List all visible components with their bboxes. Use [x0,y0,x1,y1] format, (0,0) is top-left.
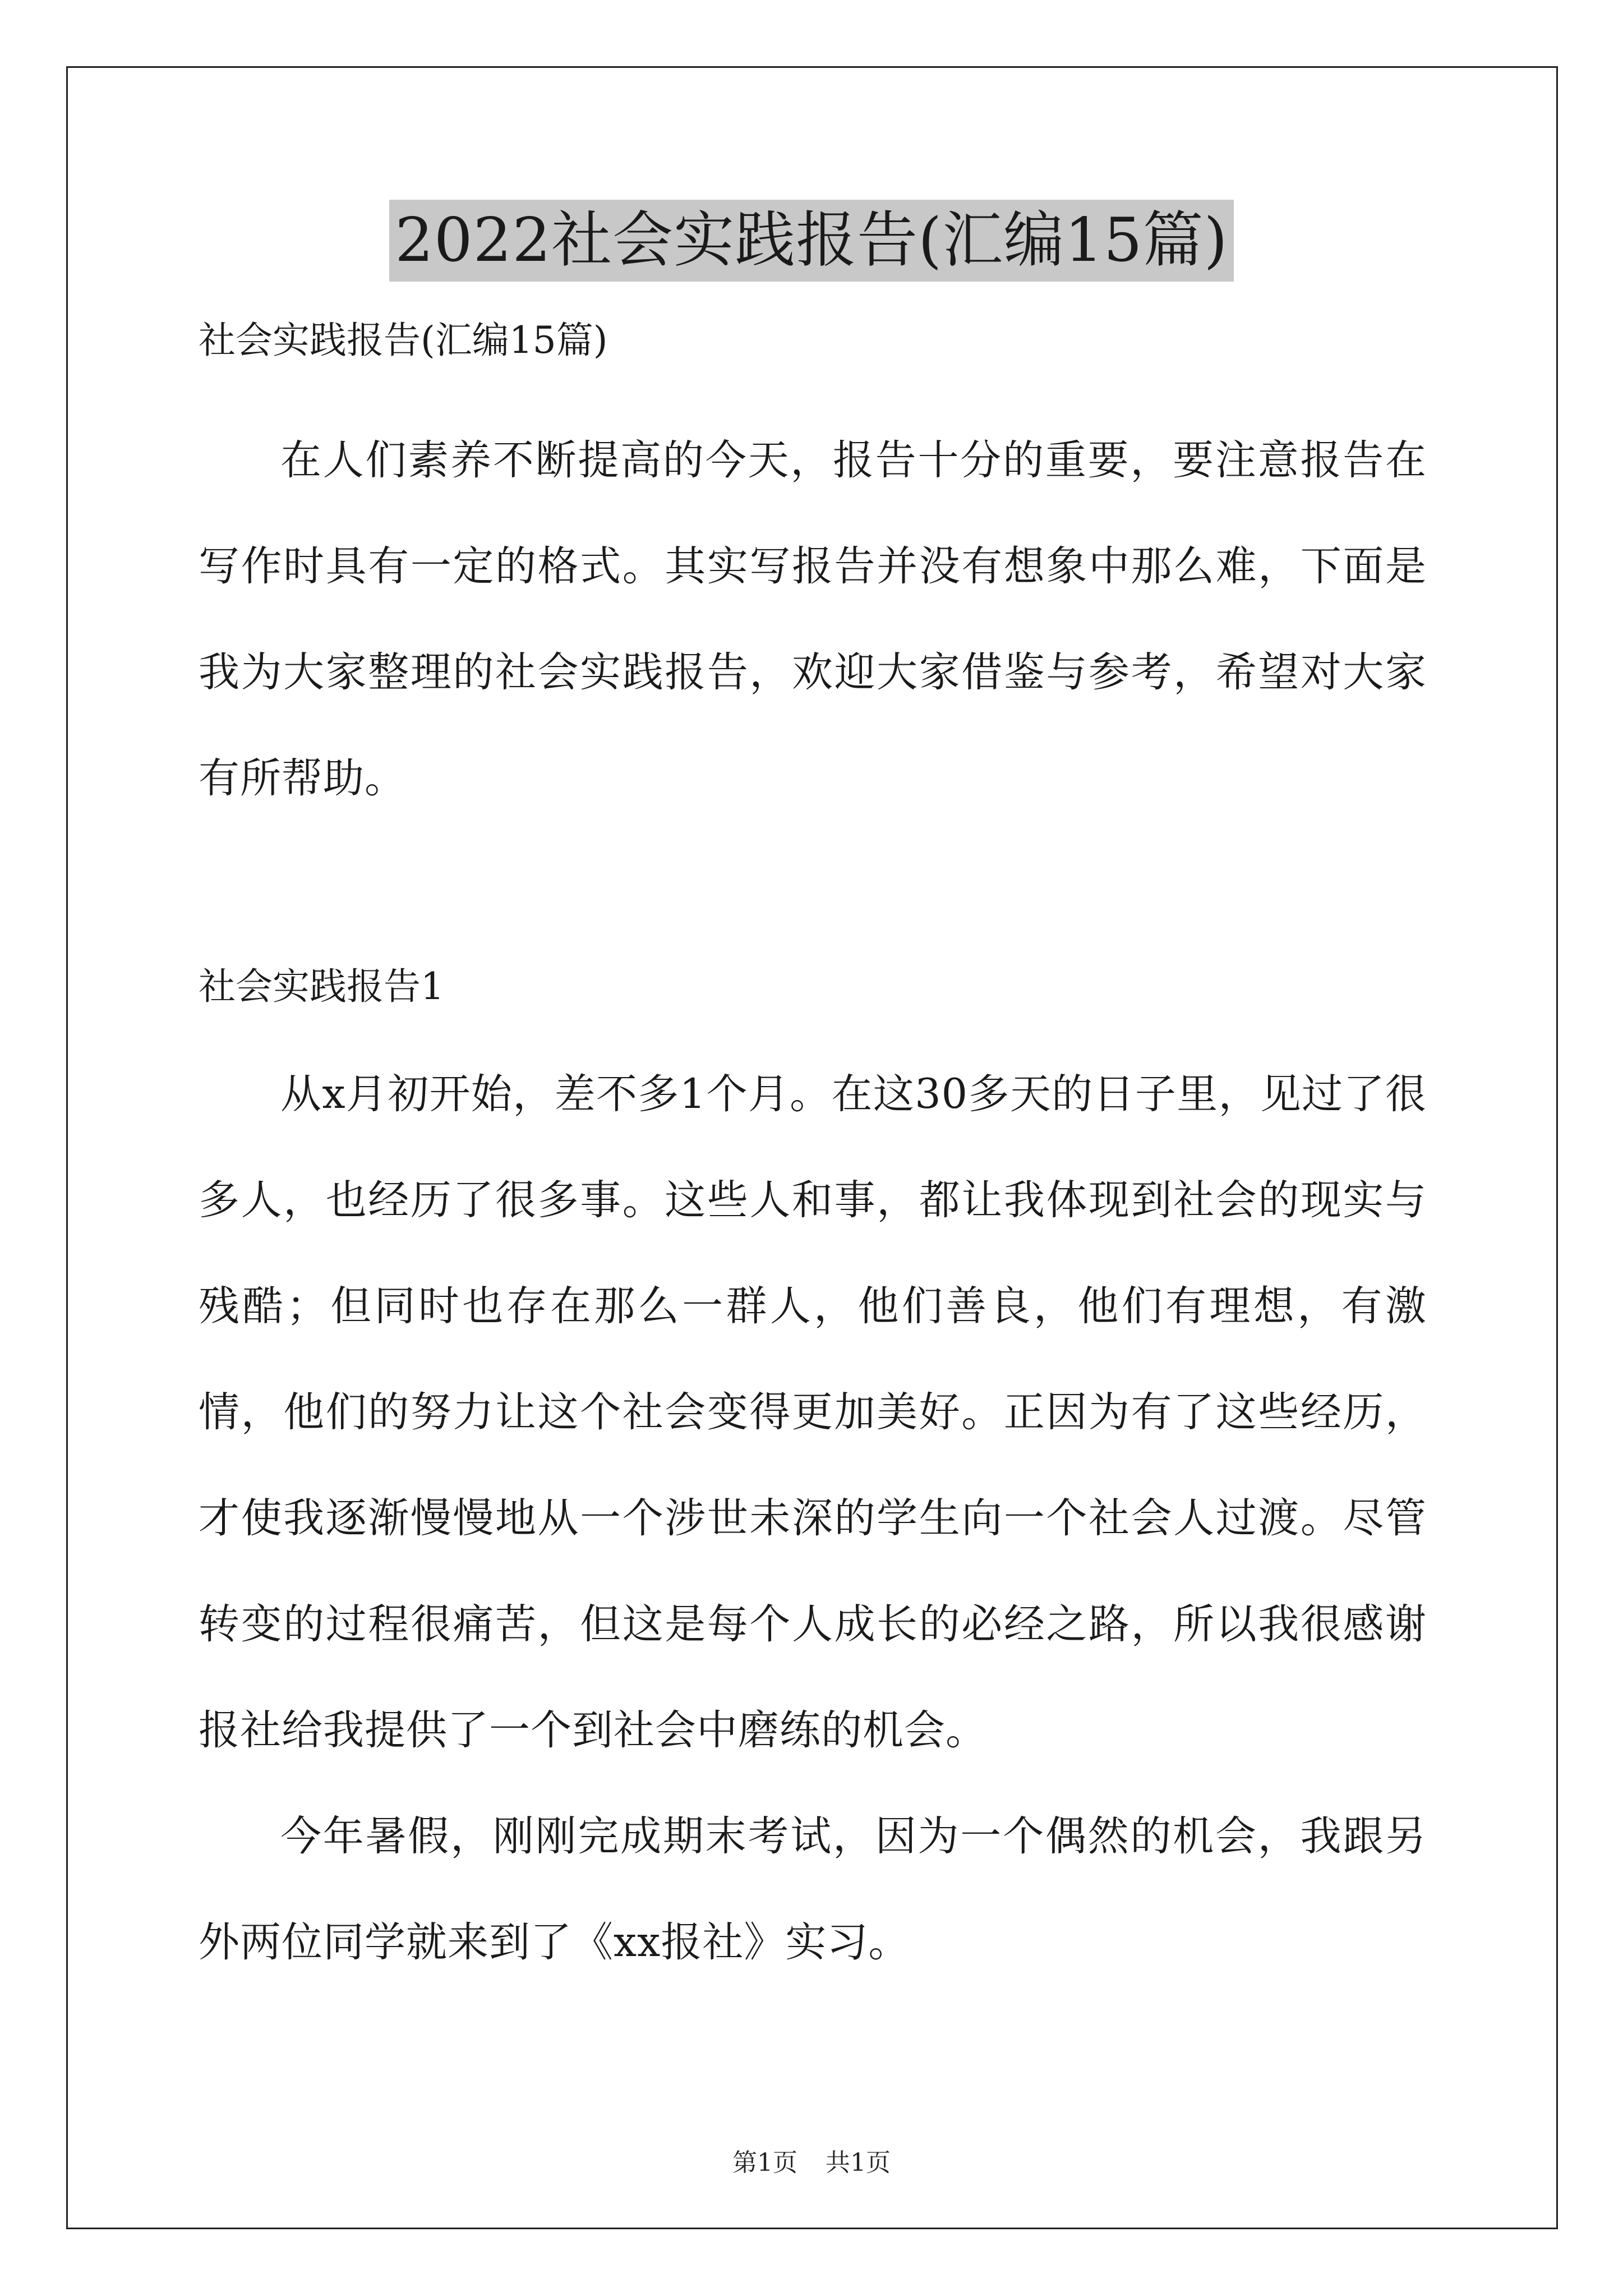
body-paragraph-1: 从x月初开始，差不多1个月。在这30多天的日子里，见过了很多人，也经历了很多事。这些人和事，都让我体现到社会的现实与残酷；但同时也存在那么一群人，他们善良，他们有理想，有激情，他们的努力让这个社会变得更加美好。正因为有了这些经历，才使我逐渐慢慢地从一个涉世未深的学生向一个社会人过渡。尽管转变的过程很痛苦，但这是每个人成长的必经之路，所以我很感谢报社给我提供了一个到社会中磨练的机会。 [199,1070,1427,1754]
page-total: 共1页 [826,2148,891,2177]
page-number: 第1页 [732,2148,797,2177]
page-footer [0,2146,1623,2180]
section-heading: 社会实践报告1 [199,965,444,1008]
document-body [199,314,1427,1995]
body-paragraph-2: 今年暑假，刚刚完成期末考试，因为一个偶然的机会，我跟另外两位同学就来到了《xx报社》实习。 [199,1812,1427,1966]
intro-paragraph: 在人们素养不断提高的今天，报告十分的重要，要注意报告在写作时具有一定的格式。其实写报告并没有想象中那么难，下面是我为大家整理的社会实践报告，欢迎大家借鉴与参考，希望对大家有所帮助。 [199,436,1427,802]
title-container [0,200,1623,282]
document-subtitle: 社会实践报告(汇编15篇) [199,319,608,362]
document-title: 2022社会实践报告(汇编15篇) [389,200,1234,282]
